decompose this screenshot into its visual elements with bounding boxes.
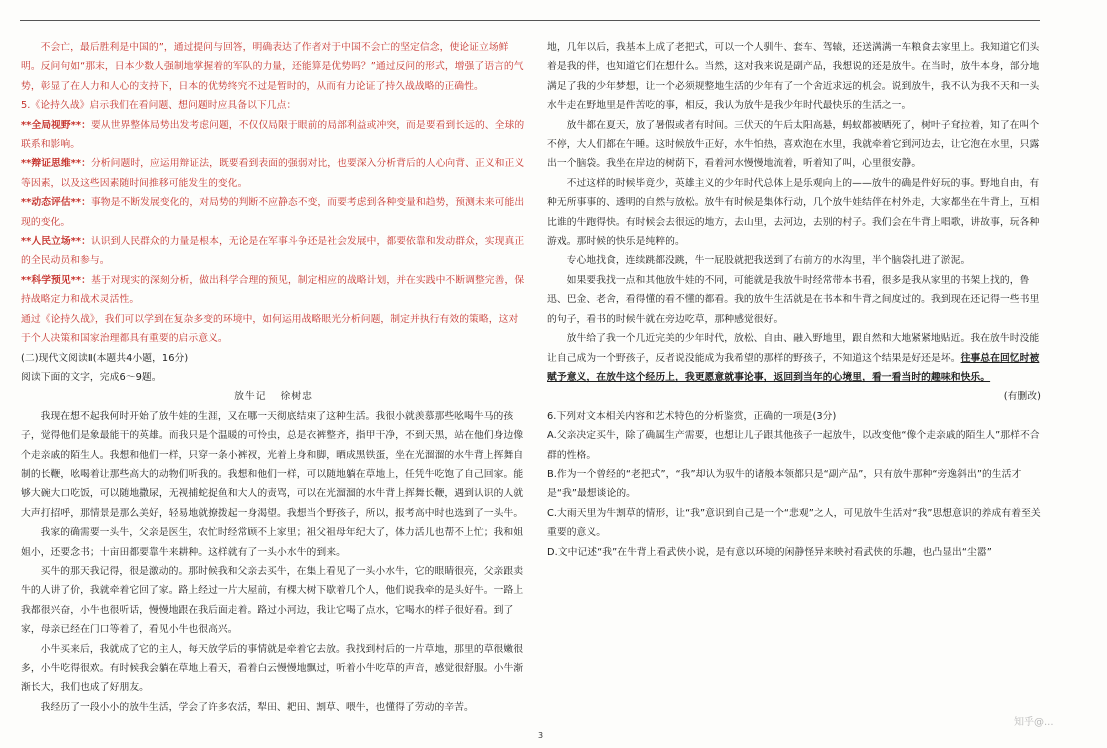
option-d: D.文中记述“我”在牛背上看武侠小说，是有意以环境的闲静怪异来映衬看武侠的乐趣，也凸显出“尘嚣” bbox=[547, 546, 992, 558]
question-5: 5.《论持久战》启示我们在看问题、想问题时应具备以下几点： bbox=[21, 100, 297, 112]
essay-title-line bbox=[21, 387, 526, 406]
source-note: (有删改) bbox=[1003, 391, 1041, 403]
essay-paragraph: 如果要我找一点和其他放牛娃的不同，可能就是我放牛时经常带本书看，很多是我从家里的书架上找的，鲁迅、巴金、老舍，看得懂的看不懂的都看。我的放牛生活就是在书本和牛背之间度过的。我到现在还记得一些书里的句子，看书的时候牛就在旁边吃草，那种感觉很好。 bbox=[547, 274, 1040, 325]
underlined-sentence: 往事总在回忆时被赋予意义，在放牛这个经历上，我更愿意就事论事，返回到当年的心境里，看一看当时的趣味和快乐。 bbox=[547, 352, 1040, 383]
essay-author: 徐树忠 bbox=[280, 391, 313, 403]
essay-paragraph: 不过这样的时候毕竟少，英雄主义的少年时代总体上是乐观向上的——放牛的确是件好玩的事。野地自由，有种无所事事的、透明的自然与放松。放牛有时候是集体行动，几个放牛娃结伴在村外走，大家都坐在牛背上，互相比谁的牛跑得快。有时候会去很远的地方，去山里，去河边，去别的村子。我们会在牛背上唱歌，讲故事，玩各种游戏。那时候的快乐是纯粹的。 bbox=[547, 177, 1040, 248]
page-number: 3 bbox=[538, 731, 544, 740]
answer-paragraph: 不会亡，最后胜利是中国的”，通过提问与回答，明确表达了作者对于中国不会亡的坚定信念，使论证立场鲜明。反问句如“那末，日本少数人强制地掌握着的军队的力量，还能算是优势吗？”通过反问的形式，增强了语言的气势，彰显了在人力和人心的支持下，日本的优势终究不过是暂时的，从而有力论证了持久战战略的正确性。 bbox=[21, 42, 524, 92]
section-heading: (二)现代文阅读Ⅱ(本题共4小题，16分) bbox=[21, 352, 189, 364]
watermark: 知乎@... bbox=[1014, 717, 1054, 728]
essay-paragraph: 我经历了一段小小的放牛生活，学会了许多农活，犁田、耙田、割草、喂牛，也懂得了劳动的辛苦。 bbox=[40, 701, 474, 713]
essay-paragraph: 我家的确需要一头牛，父亲是医生，农忙时经常顾不上家里；祖父祖母年纪大了，体力活儿也帮不上忙；我和姐姐小，还要念书；十亩田都要靠牛来耕种。这样就有了一头小水牛的到来。 bbox=[21, 527, 524, 558]
answer-summary: 通过《论持久战》，我们可以学到在复杂多变的环境中，如何运用战略眼光分析问题，制定并执行有效的策略，这对于个人决策和国家治理都具有重要的启示意义。 bbox=[21, 313, 519, 345]
point-item: **辩证思维**：分析问题时，应运用辩证法，既要看到表面的强弱对比，也要深入分析背后的人心向背、正义和正义等因素，以及这些因素随时间推移可能发生的变化。 bbox=[21, 158, 525, 189]
right-column bbox=[547, 38, 1045, 562]
essay-paragraph: 我现在想不起我何时开始了放牛娃的生涯，又在哪一天彻底结束了这种生活。我很小就羡慕那些吆喝牛马的孩子，觉得他们是象最能干的英雄。而我只是个温暖的可怜虫，总是衣裤整齐，指甲干净，不到天黑，站在他们身边像个走亲戚的陌生人。我想和他们一样，只穿一条小裤衩，光着上身和脚，晒成黑铁蛋，坐在光溜溜的水牛背上挥舞自制的长鞭，吆喝着让那些高大的动物们听我的。我想和他们一样，可以随地躺在草地上，任凭牛吃饱了自己回家。能够大碗大口吃饭，可以随地撒尿，无视捕蛇捉鱼和大人的责骂，可以在光溜溜的水牛背上挥舞长鞭，遇到认识的人就大声打招呼，那情景是那么美好，轻易地就撩拨起一身渴望。我想当个野孩子，所以，报考高中时也选到了一头牛。 bbox=[21, 410, 524, 519]
question-6: 6.下列对文本相关内容和艺术特色的分析鉴赏，正确的一项是(3分) bbox=[547, 410, 837, 422]
essay-paragraph: 放牛都在夏天，放了暑假或者有时间。三伏天的午后太阳高悬，蚂蚁都被晒死了，树叶子耷拉着，知了在叫个不停，大人们都在午睡。这时候放牛正好，水牛怕热，喜欢泡在水里，我就牵着它到河边去，让它泡在水里，只露出一个脑袋。我坐在岸边的树荫下，看着河水慢慢地流着，听着知了叫，心里很安静。 bbox=[547, 119, 1040, 170]
point-item: **人民立场**：认识到人民群众的力量是根本，无论是在军事斗争还是社会发展中，都要依靠和发动群众，实现真正的全民动员和参与。 bbox=[21, 236, 525, 267]
point-item: **动态评估**：事物是不断发展变化的，对局势的判断不应静态不变，而要考虑到各种变量和趋势，预测未来可能出现的变化。 bbox=[21, 197, 525, 228]
option-a: A.父亲决定买牛，除了确属生产需要，也想让儿子跟其他孩子一起放牛，以改变他“像个走亲戚的陌生人”那样不合群的性格。 bbox=[547, 430, 1040, 461]
point-item: **全局视野**：要从世界整体局势出发考虑问题，不仅仅局限于眼前的局部利益或冲突，而是要看到长远的、全球的联系和影响。 bbox=[21, 119, 525, 151]
option-b: B.作为一个曾经的“老把式”，“我”却认为驭牛的诸般本领都只是“副产品”，只有放牛那种“旁逸斜出”的生活才是“我”最想谈论的。 bbox=[547, 468, 1022, 500]
essay-paragraph: 专心地找食，连续跳都没跳，牛一屁股就把我送到了右前方的水沟里，半个脑袋扎进了淤泥。 bbox=[566, 255, 971, 267]
option-c: C.大雨天里为牛割草的情形，让“我”意识到自己是一个“悲观”之人，可见放牛生活对“我”思想意识的养成有着至关重要的意义。 bbox=[547, 507, 1041, 539]
essay-paragraph: 小牛买来后，我就成了它的主人，每天放学后的事情就是牵着它去放。我找到村后的一片草地，那里的草很嫩很多，小牛吃得很欢。有时候我会躺在草地上看天，看着白云慢慢地飘过，听着小牛吃草的声音，感觉很舒服。小牛渐渐长大，我们也成了好朋友。 bbox=[21, 643, 524, 694]
left-column bbox=[21, 38, 526, 717]
section-instruction: 阅读下面的文字，完成6～9题。 bbox=[21, 371, 162, 383]
essay-paragraph: 放牛给了我一个几近完美的少年时代，放松、自由、融入野地里，跟自然和大地紧紧地贴近。我在放牛时没能让自己成为一个野孩子，反者说没能成为我希望的那样的野孩子，不知道这个结果是好还是坏。往事总在回忆时被赋予意义，在放牛这个经历上，我更愿意就事论事，返回到当年的心境里，看一看当时的趣味和快乐。 bbox=[547, 333, 1040, 383]
essay-title: 放牛记 bbox=[234, 391, 267, 403]
top-rule bbox=[20, 20, 1040, 21]
essay-paragraph: 买牛的那天我记得，很是激动的。那时候我和父亲去买牛，在集上看见了一头小水牛，它的眼睛很亮，父亲跟卖牛的人讲了价，我就牵着它回了家。路上经过一片大屋前，有棵大树下歇着几个人，他们说我牵的是头好牛。一路上我都很兴奋，小牛也很听话，慢慢地跟在我后面走着。路过小河边，我让它喝了点水，它喝水的样子很好看。到了家，母亲已经在门口等着了，看见小牛也很高兴。 bbox=[21, 565, 524, 636]
essay-paragraph: 地，几年以后，我基本上成了老把式，可以一个人驯牛、套车、驾辕，还送满满一车粮食去家里上。我知道它们头着是我的伴，也知道它们在想什么。当然，这对我来说是副产品，我想说的还是放牛。在当时，放牛本身，部分地满足了我的少年梦想，让一个必须规整地生活的少年有了一个舍近求远的机会。说到放牛，我不认为我不天和一头水牛走在野地里是件苦吃的事，相反，我认为放牛是我少年时代最快乐的生活之一。 bbox=[547, 42, 1040, 112]
point-item: **科学预见**：基于对现实的深刻分析，做出科学合理的预见，制定相应的战略计划，并在实践中不断调整完善，保持战略定力和战术灵活性。 bbox=[21, 274, 525, 306]
